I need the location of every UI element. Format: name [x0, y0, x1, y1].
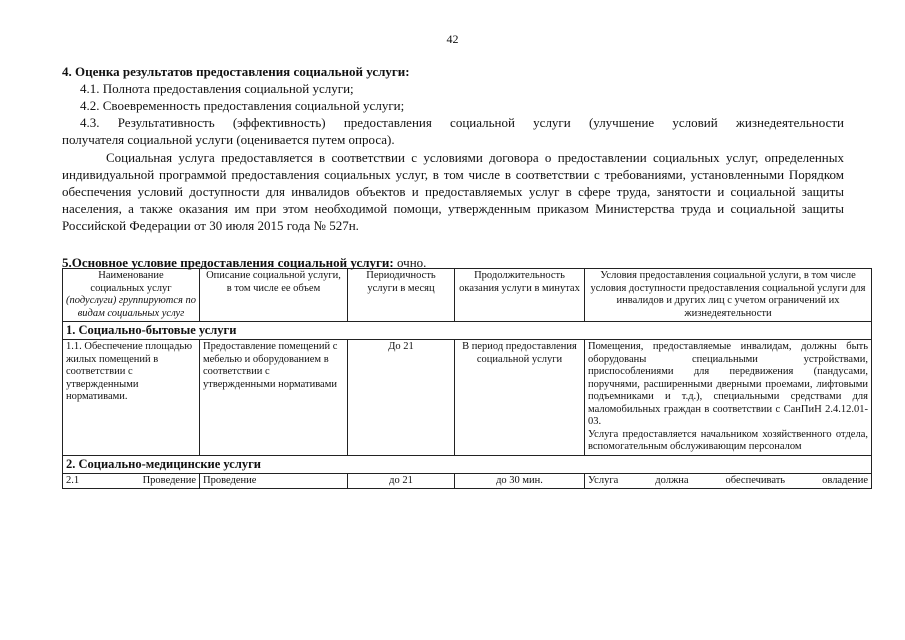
row2-conditions: Услуга должна обеспечивать овладение [585, 473, 872, 489]
row1-conditions [585, 340, 872, 456]
header-conditions: Условия предоставления социальной услуги, в том числе условия доступности предоставления социальной услуги для инвалидов и других лиц с учетом ограничений их жизнедеятельности [585, 269, 872, 322]
header-periodicity: Периодичность услуги в месяц [348, 269, 455, 322]
row1-periodicity: До 21 [348, 340, 455, 456]
page-number: 42 [446, 32, 459, 46]
item-4-1: 4.1. Полнота предоставления социальной услуги; [80, 81, 354, 96]
table-section-row [63, 455, 872, 473]
table-row [63, 340, 872, 456]
header-service-name-line2: социальных услуг [90, 282, 172, 294]
section-5-heading-value: очно. [393, 255, 427, 270]
row1-description: Предоставление помещений с мебелью и оборудованием в соответствии с утвержденными нормативами [200, 340, 348, 456]
section-1-title: 1. Социально-бытовые услуги [63, 322, 872, 340]
table-row [63, 473, 872, 489]
header-description: Описание социальной услуги, в том числе ее объем [200, 269, 348, 322]
paragraph-conditions: Социальная услуга предоставляется в соответствии с условиями договора о предоставлении социальных услуг, определенных индивидуальной программой предоставления социальных услуг, в том числе в соответствии с требованиями, установленными Порядком обеспечения условий доступности для инвалидов объектов и предоставляемых услуг в сфере труда, занятости и социальной защиты населения, а также оказания им при этом необходимой помощи, утвержденным приказом Министерства труда и социальной защиты Российской Федерации от 30 июля 2015 года № 527н. [62, 150, 844, 233]
row1-conditions-part1: Помещения, предоставляемые инвалидам, должны быть оборудованы специальными устройствами, приспособлениями для передвижения (пандусами, поручнями, расширенными дверными проемами, лифтовыми подъемниками и т.д.), специальными средствами для маломобильных граждан в соответствии с СанПиН 2.4.12.01-03. [588, 341, 868, 427]
header-service-name [63, 269, 200, 322]
header-service-name-line1: Наименование [98, 270, 164, 281]
services-table [62, 268, 872, 489]
row2-name-text: Проведение [142, 474, 196, 486]
row2-name [63, 473, 200, 489]
item-4-3-line1: 4.3. Результативность (эффективность) предоставления социальной услуги (улучшение условий жизнедеятельности [80, 115, 844, 130]
table-section-row [63, 322, 872, 340]
row2-duration: до 30 мин. [455, 473, 585, 489]
header-service-name-note: (подуслуги) группируются по видам социальных услуг [66, 295, 196, 319]
item-4-2: 4.2. Своевременность предоставления социальной услуги; [80, 98, 405, 113]
row2-periodicity: до 21 [348, 473, 455, 489]
section-2-title: 2. Социально-медицинские услуги [63, 455, 872, 473]
row2-description: Проведение [200, 473, 348, 489]
table-header-row [63, 269, 872, 322]
item-4-3-line2: получателя социальной услуги (оценивается путем опроса). [62, 132, 395, 147]
row1-conditions-part2: Услуга предоставляется начальником хозяйственного отдела, вспомогательным обслуживающим персоналом [588, 428, 868, 452]
header-duration: Продолжительность оказания услуги в минутах [455, 269, 585, 322]
section-4-heading: 4. Оценка результатов предоставления социальной услуги: [62, 64, 410, 79]
section-5-heading-label: 5.Основное условие предоставления социальной услуги: [62, 255, 394, 270]
row2-name-num: 2.1 [66, 474, 80, 486]
row1-duration: В период предоставления социальной услуги [455, 340, 585, 456]
row1-name: 1.1. Обеспечение площадью жилых помещений в соответствии с утвержденными нормативами. [63, 340, 200, 456]
